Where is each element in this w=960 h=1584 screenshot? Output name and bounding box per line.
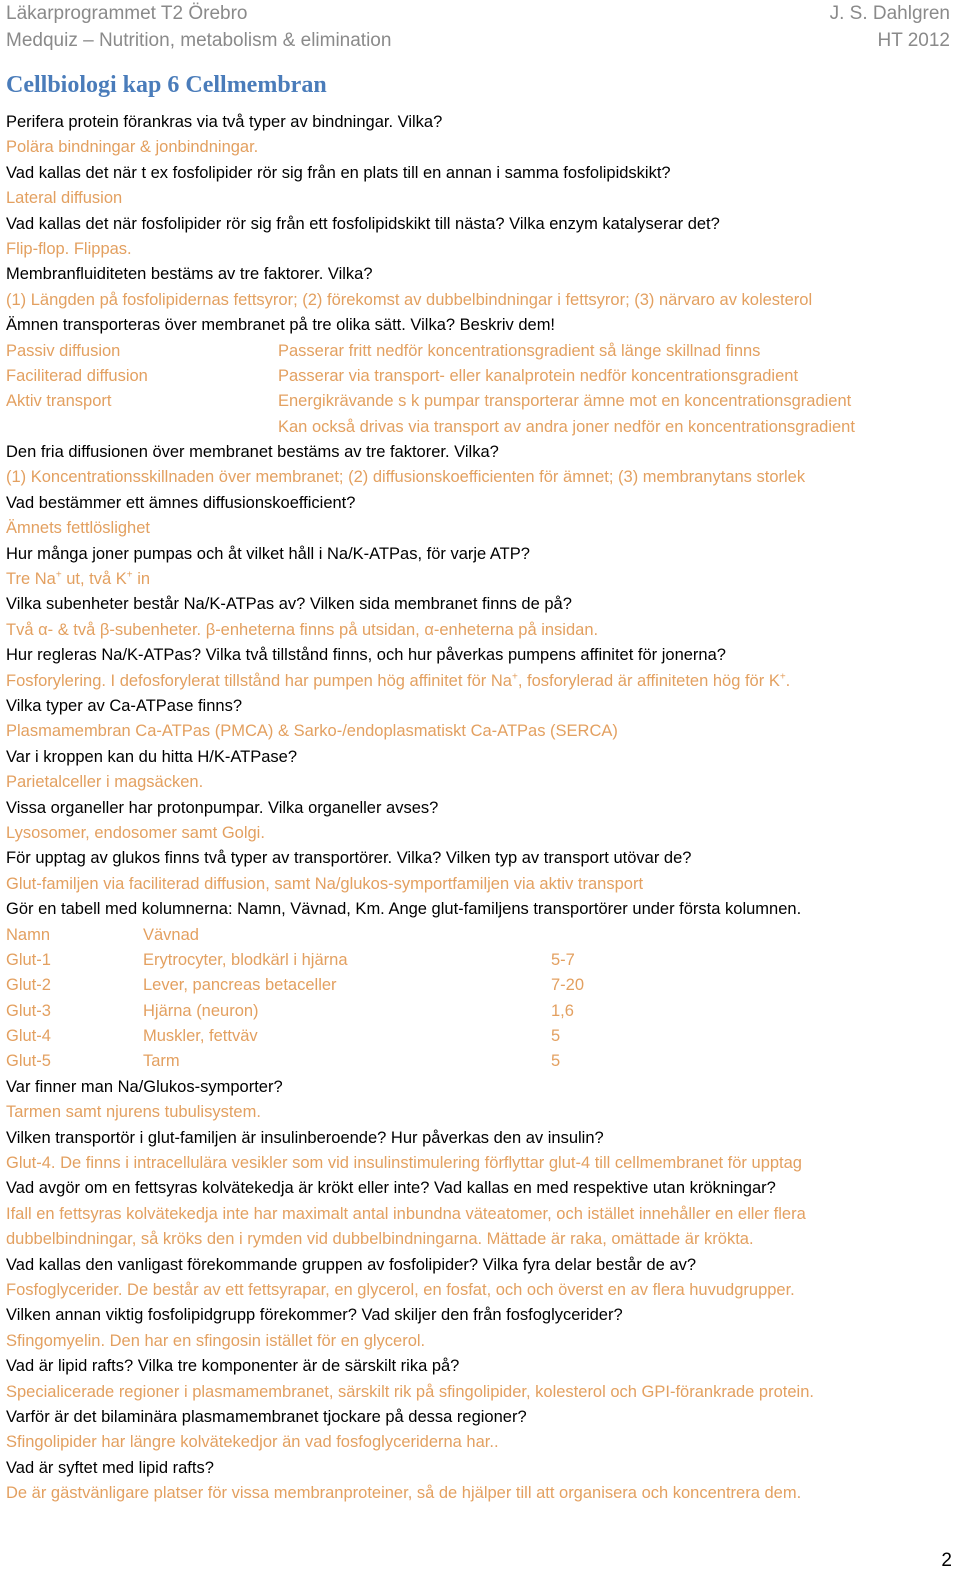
table-row bbox=[6, 999, 956, 1024]
transport-name: Passiv diffusion bbox=[6, 341, 121, 360]
answer-part: . bbox=[785, 671, 791, 690]
transport-name: Faciliterad diffusion bbox=[6, 366, 148, 385]
transport-desc: Passerar fritt nedför koncentrationsgradient så länge skillnad finns bbox=[278, 341, 761, 360]
answer: Glut-4. De finns i intracellulära vesikler som vid insulinstimulering förflyttar glut-4 till cellmembranet för upptag bbox=[6, 1154, 802, 1173]
table-row bbox=[6, 948, 956, 973]
answer bbox=[6, 669, 956, 694]
glut-tissue: Lever, pancreas betaceller bbox=[143, 976, 337, 995]
glut-header-cell: Vävnad bbox=[143, 925, 199, 944]
superscript: + bbox=[511, 671, 518, 683]
question: Vilken annan viktig fosfolipidgrupp förekommer? Vad skiljer den från fosfoglycerider? bbox=[6, 1306, 623, 1325]
question: Vissa organeller har protonpumpar. Vilka organeller avses? bbox=[6, 798, 439, 817]
answer bbox=[6, 567, 956, 592]
quiz-content bbox=[6, 110, 956, 1506]
transport-row bbox=[6, 339, 956, 364]
table-row bbox=[6, 973, 956, 998]
answer: Fosfoglycerider. De består av ett fettsyrapar, en glycerol, en fosfat, och och överst en av flera huvudgrupper. bbox=[6, 1280, 795, 1299]
transport-desc: Kan också drivas via transport av andra joner nedför en koncentrationsgradient bbox=[278, 417, 855, 436]
answer: De är gästvänligare platser för vissa membranproteiner, så de hjälper till att organisera och koncentrera dem. bbox=[6, 1484, 802, 1503]
question: Vilken transportör i glut-familjen är insulinberoende? Hur påverkas den av insulin? bbox=[6, 1128, 604, 1147]
glut-km: 5 bbox=[551, 1027, 561, 1046]
answer: (1) Koncentrationsskillnaden över membranet; (2) diffusionskoefficienten för ämnet; (3) membranytans storlek bbox=[6, 468, 806, 487]
answer: Glut-familjen via faciliterad diffusion, samt Na/glukos-symportfamiljen via aktiv transport bbox=[6, 874, 644, 893]
question: Var finner man Na/Glukos-symporter? bbox=[6, 1077, 283, 1096]
glut-km: 7-20 bbox=[551, 976, 585, 995]
page-header bbox=[6, 0, 950, 54]
answer: Lysosomer, endosomer samt Golgi. bbox=[6, 823, 265, 842]
transport-row bbox=[6, 364, 956, 389]
answer: Plasmamembran Ca-ATPas (PMCA) & Sarko-/endoplasmatiskt Ca-ATPas (SERCA) bbox=[6, 722, 618, 741]
question: Membranfluiditeten bestäms av tre faktorer. Vilka? bbox=[6, 265, 373, 284]
question: Vad kallas det när fosfolipider rör sig från ett fosfolipidskikt till nästa? Vilka enzym katalyserar det? bbox=[6, 214, 720, 233]
section-title: Cellbiologi kap 6 Cellmembran bbox=[6, 72, 327, 98]
glut-tissue: Tarm bbox=[143, 1052, 180, 1071]
glut-table-header bbox=[6, 923, 956, 948]
question: Hur många joner pumpas och åt vilket håll i Na/K-ATPas, för varje ATP? bbox=[6, 544, 530, 563]
answer: Två α- & två β-subenheter. β-enheterna finns på utsidan, α-enheterna på insidan. bbox=[6, 620, 599, 639]
question: Vilka subenheter består Na/K-ATPas av? Vilken sida membranet finns de på? bbox=[6, 595, 572, 614]
answer: Parietalceller i magsäcken. bbox=[6, 773, 204, 792]
header-course: Läkarprogrammet T2 Örebro bbox=[6, 3, 248, 24]
question: Vad är syftet med lipid rafts? bbox=[6, 1458, 214, 1477]
glut-km: 5-7 bbox=[551, 950, 575, 969]
transport-name bbox=[6, 415, 278, 440]
question: Vilka typer av Ca-ATPase finns? bbox=[6, 696, 242, 715]
glut-name: Glut-3 bbox=[6, 1001, 51, 1020]
question: Vad avgör om en fettsyras kolvätekedja är krökt eller inte? Vad kallas en med respektive utan krökningar? bbox=[6, 1179, 776, 1198]
transport-desc: Passerar via transport- eller kanalprotein nedför koncentrationsgradient bbox=[278, 366, 799, 385]
glut-km: 5 bbox=[551, 1052, 561, 1071]
transport-name: Aktiv transport bbox=[6, 392, 112, 411]
glut-header-cell: Namn bbox=[6, 925, 51, 944]
answer: Lateral diffusion bbox=[6, 189, 123, 208]
header-term: HT 2012 bbox=[877, 30, 950, 51]
answer-part: , fosforylerad är affiniteten hög för K bbox=[517, 671, 780, 690]
answer: dubbelbindningar, så kröks den i rymden vid dubbelbindningarna. Mättade är raka, omättade är krökta. bbox=[6, 1230, 754, 1249]
glut-tissue: Erytrocyter, blodkärl i hjärna bbox=[143, 950, 348, 969]
answer: Flip-flop. Flippas. bbox=[6, 239, 132, 258]
question: Ämnen transporteras över membranet på tre olika sätt. Vilka? Beskriv dem! bbox=[6, 316, 556, 335]
transport-row bbox=[6, 415, 956, 440]
transport-row bbox=[6, 389, 956, 414]
glut-name: Glut-2 bbox=[6, 976, 51, 995]
header-subtitle: Medquiz – Nutrition, metabolism & elimination bbox=[6, 30, 392, 51]
answer: Ämnets fettlöslighet bbox=[6, 519, 150, 538]
question: Var i kroppen kan du hitta H/K-ATPase? bbox=[6, 747, 298, 766]
answer: (1) Längden på fosfolipidernas fettsyror; (2) förekomst av dubbelbindningar i fettsyror; (3) närvaro av kolesterol bbox=[6, 290, 813, 309]
answer-part: in bbox=[132, 570, 151, 589]
transport-desc: Energikrävande s k pumpar transporterar ämne mot en koncentrationsgradient bbox=[278, 392, 852, 411]
glut-name: Glut-5 bbox=[6, 1052, 51, 1071]
answer: Sfingomyelin. Den har en sfingosin istället för en glycerol. bbox=[6, 1331, 426, 1350]
answer: Tarmen samt njurens tubulisystem. bbox=[6, 1103, 261, 1122]
question: Hur regleras Na/K-ATPas? Vilka två tillstånd finns, och hur påverkas pumpens affinitet för jonerna? bbox=[6, 646, 726, 665]
question: Vad kallas det när t ex fosfolipider rör sig från en plats till en annan i samma fosfolipidskikt? bbox=[6, 163, 671, 182]
answer: Ifall en fettsyras kolvätekedja inte har maximalt antal inbundna väteatomer, och istället innehåller en eller flera bbox=[6, 1204, 806, 1223]
glut-tissue: Hjärna (neuron) bbox=[143, 1001, 259, 1020]
question: Gör en tabell med kolumnerna: Namn, Vävnad, Km. Ange glut-familjens transportörer under första kolumnen. bbox=[6, 900, 802, 919]
glut-km: 1,6 bbox=[551, 1001, 574, 1020]
question: Vad kallas den vanligast förekommande gruppen av fosfolipider? Vilka fyra delar består de av? bbox=[6, 1255, 697, 1274]
answer-part: Tre Na bbox=[6, 570, 56, 589]
answer-part: Fosforylering. I defosforylerat tillstånd har pumpen hög affinitet för Na bbox=[6, 671, 512, 690]
question: Vad är lipid rafts? Vilka tre komponenter är de särskilt rika på? bbox=[6, 1357, 460, 1376]
table-row bbox=[6, 1049, 956, 1074]
table-row bbox=[6, 1024, 956, 1049]
glut-name: Glut-1 bbox=[6, 950, 51, 969]
page-number: 2 bbox=[941, 1550, 952, 1571]
answer-part: ut, två K bbox=[61, 570, 127, 589]
question: Den fria diffusionen över membranet bestäms av tre faktorer. Vilka? bbox=[6, 443, 499, 462]
question: Varför är det bilaminära plasmamembranet tjockare på dessa regioner? bbox=[6, 1407, 527, 1426]
answer: Sfingolipider har längre kolvätekedjor än vad fosfoglyceriderna har.. bbox=[6, 1433, 499, 1452]
header-author: J. S. Dahlgren bbox=[829, 3, 950, 24]
superscript: + bbox=[55, 569, 62, 581]
superscript: + bbox=[126, 569, 133, 581]
question: Vad bestämmer ett ämnes diffusionskoefficient? bbox=[6, 493, 356, 512]
answer: Polära bindningar & jonbindningar. bbox=[6, 138, 259, 157]
glut-name: Glut-4 bbox=[6, 1027, 51, 1046]
superscript: + bbox=[779, 671, 786, 683]
question: Perifera protein förankras via två typer av bindningar. Vilka? bbox=[6, 113, 443, 131]
answer: Specialicerade regioner i plasmamembranet, särskilt rik på sfingolipider, kolesterol och GPI-förankrade protein. bbox=[6, 1382, 814, 1401]
question: För upptag av glukos finns två typer av transportörer. Vilka? Vilken typ av transport utövar de? bbox=[6, 849, 692, 868]
glut-tissue: Muskler, fettväv bbox=[143, 1027, 258, 1046]
